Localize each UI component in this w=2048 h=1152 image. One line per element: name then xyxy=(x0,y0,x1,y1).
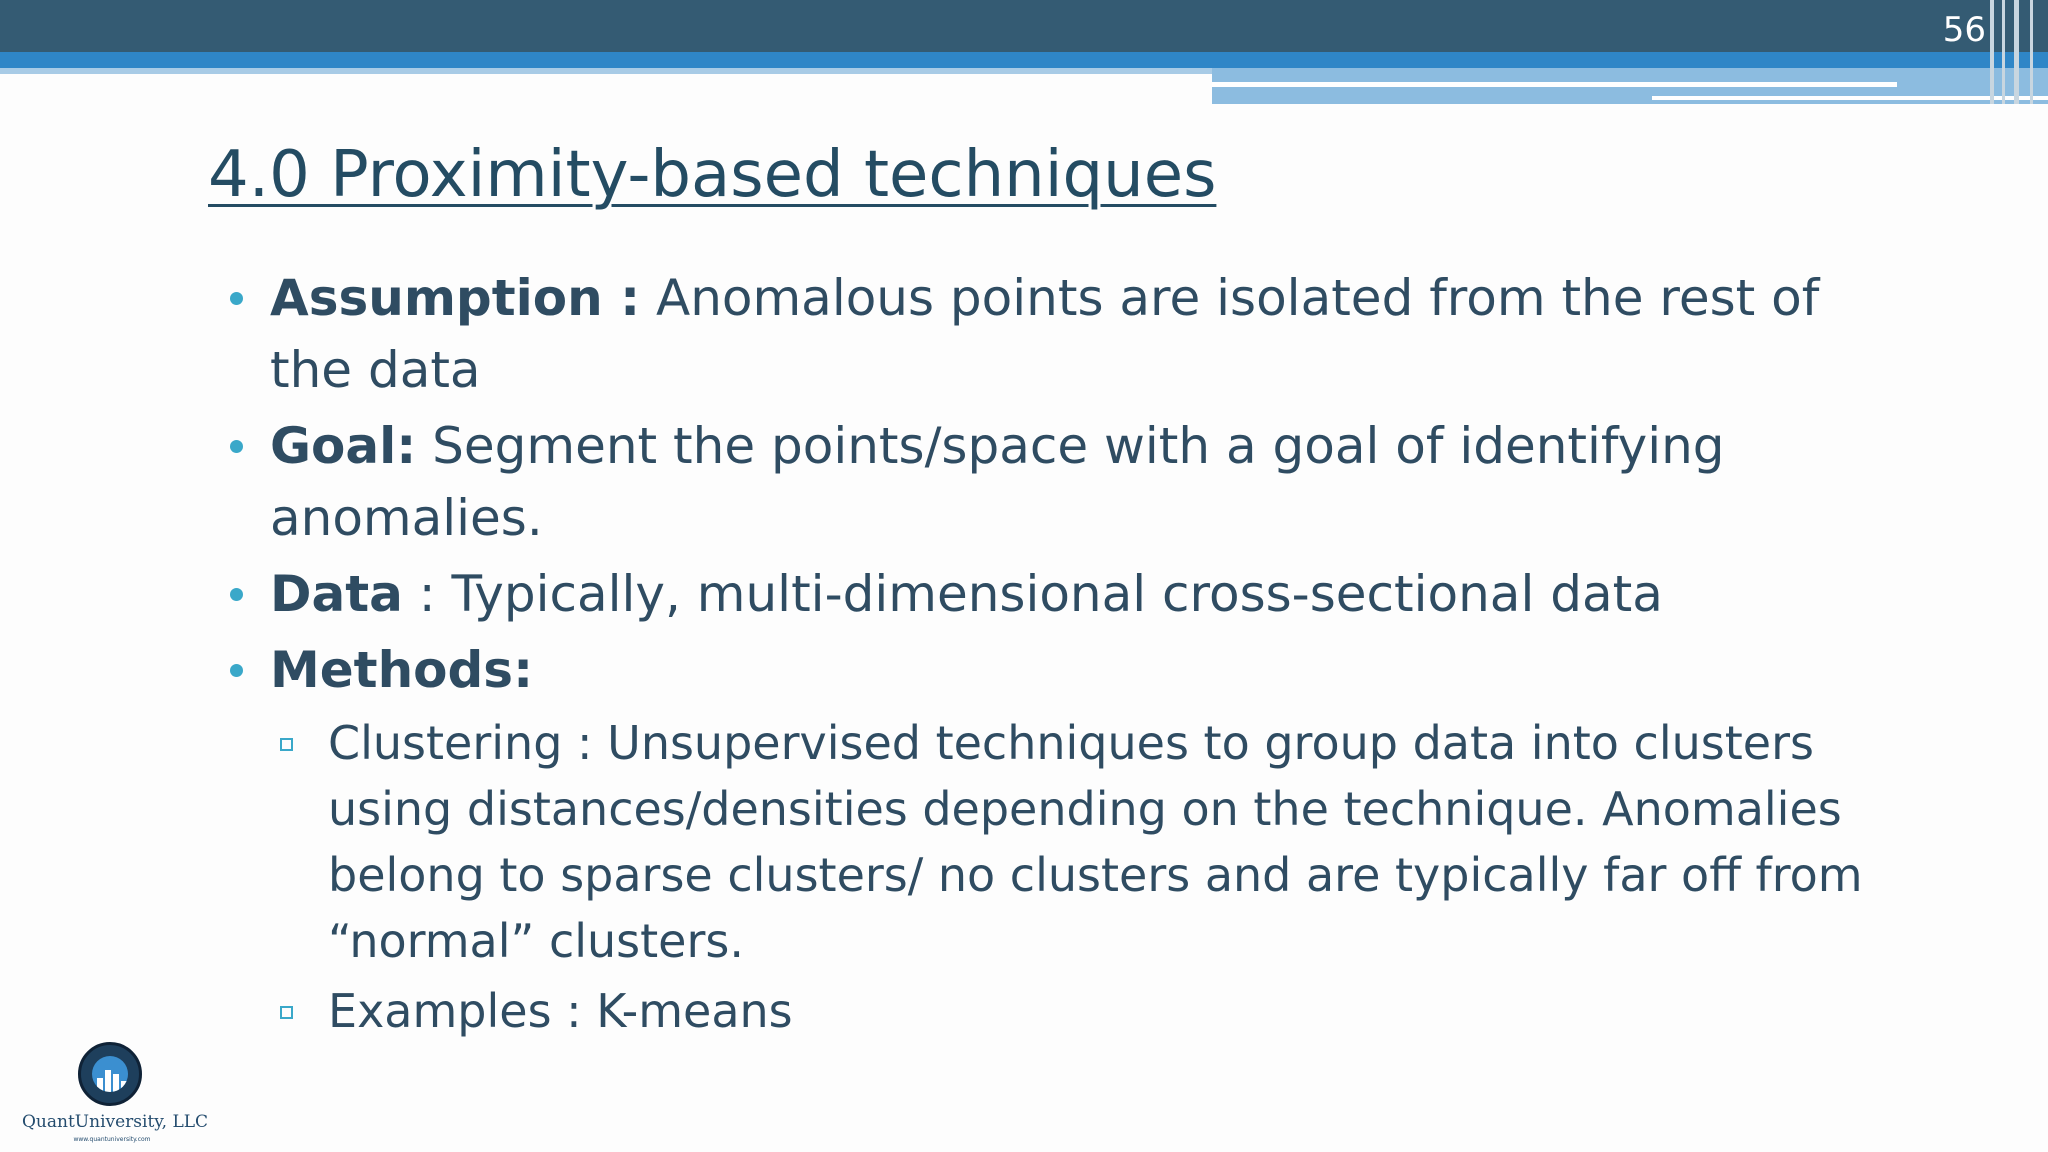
sub-bullet-item xyxy=(280,978,1910,1044)
sub-bullet-list xyxy=(270,710,1910,1044)
slide-title: 4.0 Proximity-based techniques xyxy=(208,138,1217,212)
logo-company-name: QuantUniversity, LLC xyxy=(22,1112,209,1132)
bullet-text: Segment the points/space with a goal of identifying anomalies. xyxy=(270,417,1725,547)
slide-number: 56 xyxy=(1942,10,1986,50)
bullet-dot-icon xyxy=(230,440,243,453)
bullet-dot-icon xyxy=(230,292,243,305)
bullet-term: Methods: xyxy=(270,641,534,699)
header-bar xyxy=(0,0,2048,52)
bullet-dot-icon xyxy=(230,664,243,677)
square-bullet-icon xyxy=(280,738,293,751)
header-stripe xyxy=(2002,0,2005,104)
header-light-band xyxy=(0,68,1212,74)
sub-bullet-item xyxy=(280,710,1910,974)
company-logo xyxy=(22,1036,209,1146)
bullet-list xyxy=(230,262,1910,1048)
header-blue-band xyxy=(0,52,2048,68)
header-stripe xyxy=(2030,0,2033,104)
bullet-dot-icon xyxy=(230,588,243,601)
bullet-item xyxy=(230,262,1910,406)
sub-bullet-text: Clustering : Unsupervised techniques to group data into clusters using distances/densities depending on the technique. Anomalies belong to sparse clusters/ no clusters and are typically far off from “normal” clusters. xyxy=(328,716,1863,968)
bullet-term: Assumption : xyxy=(270,269,641,327)
bullet-term: Data xyxy=(270,565,403,623)
header-divider-line xyxy=(1212,82,1897,87)
sub-bullet-text: Examples : K-means xyxy=(328,984,793,1038)
logo-icon xyxy=(78,1042,142,1106)
bullet-term: Goal: xyxy=(270,417,417,475)
header-divider-line xyxy=(1652,96,2048,100)
bullet-item xyxy=(230,410,1910,554)
logo-url: www.quantuniversity.com xyxy=(73,1136,151,1143)
bullet-text: Anomalous points are isolated from the rest of the data xyxy=(270,269,1820,399)
bullet-text: : Typically, multi-dimensional cross-sectional data xyxy=(402,565,1663,623)
header-stripe xyxy=(1990,0,1994,104)
bullet-item xyxy=(230,634,1910,1044)
header-stripe xyxy=(2014,0,2019,104)
bullet-item xyxy=(230,558,1910,630)
square-bullet-icon xyxy=(280,1006,293,1019)
